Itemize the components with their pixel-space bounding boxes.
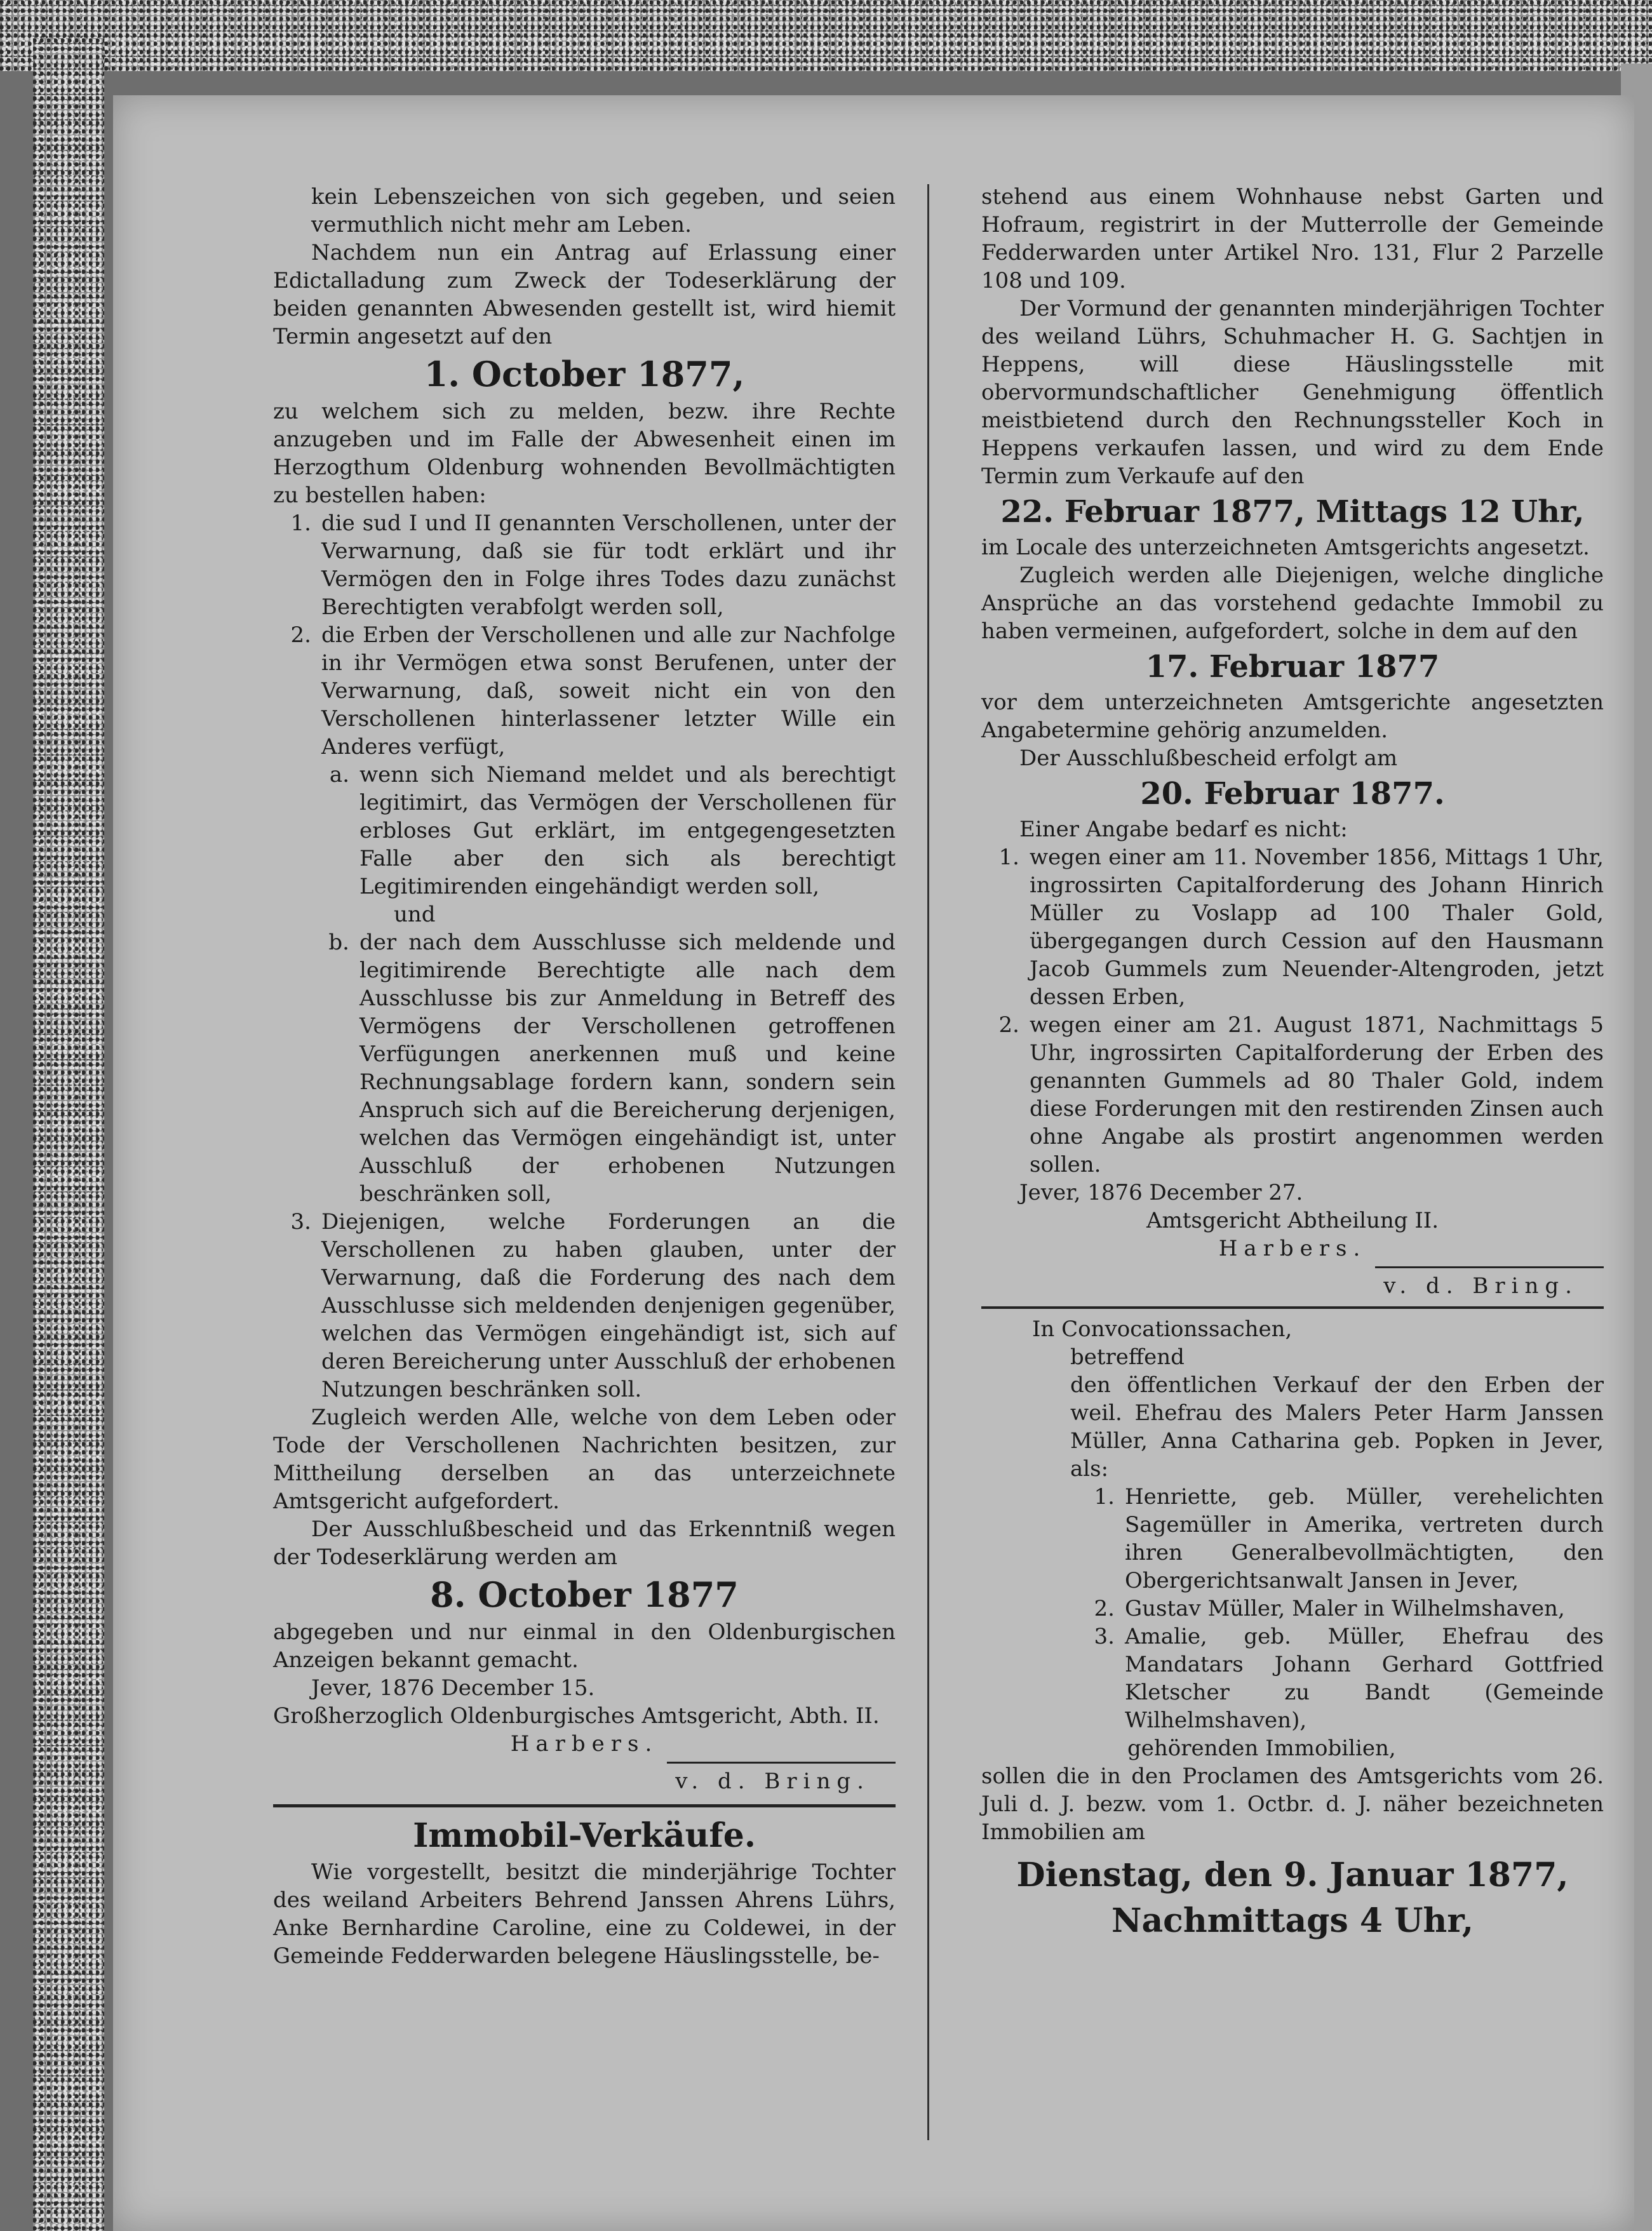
paragraph: den öffentlichen Verkauf der den Erben der weil. Ehefrau des Malers Peter Harm Janssen Müller, Anna Catharina geb. Popken in Jever, als:	[1070, 1372, 1604, 1482]
signature: v. d. Bring.	[675, 1769, 870, 1794]
list-item	[273, 621, 896, 761]
auction-date: 22. Februar 1877, Mittags 12 Uhr,	[1000, 494, 1585, 530]
list-number: 2.	[1094, 1596, 1115, 1621]
divider	[667, 1762, 896, 1764]
list-letter: b.	[328, 930, 349, 955]
list-text: Amalie, geb. Müller, Ehefrau des Mandatars Johann Gerhard Gottfried Kletscher zu Bandt (Gemeinde Wilhelmshaven),	[1125, 1624, 1604, 1733]
list-number: 3.	[290, 1209, 311, 1235]
auction-date: Dienstag, den 9. Januar 1877,	[1016, 1856, 1569, 1894]
paragraph: im Locale des unterzeichneten Amtsgerichts angesetzt.	[981, 535, 1590, 560]
paragraph: Nachdem nun ein Antrag auf Erlassung einer Edictalladung zum Zweck der Todeserklärung der beiden genannten Abwesenden gestellt ist, wird hiemit Termin angesetzt auf den	[273, 240, 896, 349]
list-item	[981, 1595, 1604, 1623]
column-divider	[927, 184, 929, 2140]
list-number: 1.	[1094, 1484, 1115, 1510]
paragraph: kein Lebenszeichen von sich gegeben, und seien vermuthlich nicht mehr am Leben.	[311, 184, 896, 238]
paragraph: Einer Angabe bedarf es nicht:	[1019, 817, 1348, 842]
paragraph: stehend aus einem Wohnhause nebst Garten und Hofraum, registrirt in der Mutterrolle der Gemeinde Fedderwarden unter Artikel Nro. 131, Flur 2 Parzelle 108 und 109.	[981, 184, 1604, 293]
signature: Harbers.	[510, 1731, 659, 1757]
paragraph: Der Vormund der genannten minderjährigen Tochter des weiland Lührs, Schuhmacher H. G. Sachtjen in Heppens, will diese Häuslingsstelle mit obervormundschaftlicher Genehmigung öffentlich meistbietend durch den Rechnungssteller Koch in Heppens verkaufen lassen, und wird zu dem Ende Termin zum Verkaufe auf den	[981, 296, 1604, 489]
paragraph: Wie vorgestellt, besitzt die minderjährige Tochter des weiland Arbeiters Behrend Janssen Ahrens Lührs, Anke Bernhardine Caroline, eine zu Coldewei, in der Gemeinde Fedderwarden belegene Häuslingsstelle, be-	[273, 1859, 896, 1969]
list-item	[273, 509, 896, 621]
term-date: 1. October 1877,	[424, 354, 745, 394]
court-name: Amtsgericht Abtheilung II.	[1146, 1208, 1439, 1233]
divider	[1375, 1266, 1604, 1268]
claim-date: 17. Februar 1877	[1145, 649, 1440, 685]
section-divider	[981, 1306, 1604, 1309]
paragraph: Der Ausschlußbescheid erfolgt am	[1019, 746, 1398, 771]
list-text: wenn sich Niemand meldet und als berechtigt legitimirt, das Vermögen der Verschollenen für erbloses Gut erklärt, im entgegengesetzten Falle aber den sich als berechtigt Legitimirenden eingehändigt werden soll,	[359, 762, 896, 899]
list-text: die sud I und II genannten Verschollenen, unter der Verwarnung, daß sie für todt erklärt und ihr Vermögen den in Folge ihres Todes dazu zunächst Berechtigten verabfolgt werden soll,	[321, 511, 896, 620]
list-letter: a.	[329, 762, 349, 787]
list-text: Gustav Müller, Maler in Wilhelmshaven,	[1125, 1596, 1565, 1621]
signature: v. d. Bring.	[1383, 1273, 1578, 1299]
list-item	[273, 1208, 896, 1404]
list-item	[981, 1011, 1604, 1179]
binding-left-board	[33, 38, 104, 2231]
place-date: Jever, 1876 December 27.	[1019, 1180, 1303, 1205]
court-name: Großherzoglich Oldenburgisches Amtsgericht, Abth. II.	[273, 1703, 880, 1729]
left-column	[273, 183, 896, 1970]
section-divider	[273, 1804, 896, 1807]
paragraph: In Convocationssachen,	[1032, 1316, 1293, 1342]
paragraph: Zugleich werden Alle, welche von dem Leben oder Tode der Verschollenen Nachrichten besitzen, zur Mittheilung derselben an das unterzeichnete Amtsgericht aufgefordert.	[273, 1405, 896, 1514]
list-number: 2.	[290, 622, 311, 648]
paragraph: Der Ausschlußbescheid und das Erkenntniß wegen der Todeserklärung werden am	[273, 1517, 896, 1570]
judgment-date: 8. October 1877	[430, 1574, 739, 1615]
signature: Harbers.	[1218, 1236, 1367, 1261]
list-text: wegen einer am 21. August 1871, Nachmittags 5 Uhr, ingrossirten Capitalforderung der Erben des genannten Gummels ad 80 Thaler Gold, indem diese Forderungen mit den restirenden Zinsen auch ohne Angabe als prostirt angenommen werden sollen.	[1030, 1012, 1604, 1177]
paragraph: vor dem unterzeichneten Amtsgerichte angesetzten Angabetermine gehörig anzumelden.	[981, 690, 1604, 743]
list-text: Henriette, geb. Müller, verehelichten Sagemüller in Amerika, vertreten durch ihren Generalbevollmächtigten, den Obergerichtsanwalt Jansen in Jever,	[1125, 1484, 1604, 1593]
list-item	[981, 1483, 1604, 1595]
paragraph: betreffend	[1070, 1344, 1185, 1370]
paragraph: abgegeben und nur einmal in den Oldenburgischen Anzeigen bekannt gemacht.	[273, 1619, 896, 1673]
paragraph: gehörenden Immobilien,	[1127, 1736, 1396, 1761]
place-date: Jever, 1876 December 15.	[311, 1675, 595, 1701]
list-text: wegen einer am 11. November 1856, Mittags 1 Uhr, ingrossirten Capitalforderung des Johann Hinrich Müller zu Voslapp ad 100 Thaler Gold, übergegangen durch Cession auf den Hausmann Jacob Gummels zum Neuender-Altengroden, jetzt dessen Erben,	[1030, 845, 1604, 1010]
list-text: der nach dem Ausschlusse sich meldende und legitimirende Berechtigte alle nach dem Ausschlusse bis zur Anmeldung in Betreff des Vermögens der Verschollenen getroffenen Verfügungen anerkennen muß und keine Rechnungsablage fordern kann, sondern sein Anspruch sich auf die Bereicherung derjenigen, welchen das Vermögen eingehändigt ist, unter Ausschluß der erhobenen Nutzungen beschränken soll,	[359, 930, 896, 1207]
section-heading: Immobil-Verkäufe.	[413, 1816, 756, 1855]
paragraph: sollen die in den Proclamen des Amtsgerichts vom 26. Juli d. J. bezw. vom 1. Octbr. d. J. näher bezeichneten Immobilien am	[981, 1764, 1604, 1845]
list-text: die Erben der Verschollenen und alle zur Nachfolge in ihr Vermögen etwa sonst Berufenen, unter der Verwarnung, daß, soweit nicht ein von den Verschollenen hinterlassener letzter Wille ein Anderes verfügt,	[321, 622, 896, 760]
paragraph: zu welchem sich zu melden, bezw. ihre Rechte anzugeben und im Falle der Abwesenheit einen im Herzogthum Oldenburg wohnenden Bevollmächtigten zu bestellen haben:	[273, 399, 896, 508]
auction-time: Nachmittags 4 Uhr,	[1111, 1901, 1474, 1940]
list-item	[981, 1623, 1604, 1734]
decision-date: 20. Februar 1877.	[1140, 776, 1445, 812]
list-text: Diejenigen, welche Forderungen an die Verschollenen zu haben glauben, unter der Verwarnung, daß die Forderung des nach dem Ausschlusse sich meldenden denjenigen gegenüber, welchen das Vermögen eingehändigt ist, sich auf deren Bereicherung unter Ausschluß der erhobenen Nutzungen beschränken soll.	[321, 1209, 896, 1402]
list-subitem	[311, 928, 896, 1208]
list-subitem	[311, 761, 896, 901]
list-number: 1.	[998, 845, 1019, 870]
list-number: 2.	[998, 1012, 1019, 1038]
right-column	[981, 183, 1604, 1944]
list-number: 3.	[1094, 1624, 1115, 1649]
connector-word: und	[394, 902, 436, 927]
list-number: 1.	[290, 511, 311, 536]
paragraph: Zugleich werden alle Diejenigen, welche dingliche Ansprüche an das vorstehend gedachte Immobil zu haben vermeinen, aufgefordert, solche in dem auf den	[981, 563, 1604, 644]
list-item	[981, 843, 1604, 1011]
binding-top-strip	[0, 0, 1652, 71]
